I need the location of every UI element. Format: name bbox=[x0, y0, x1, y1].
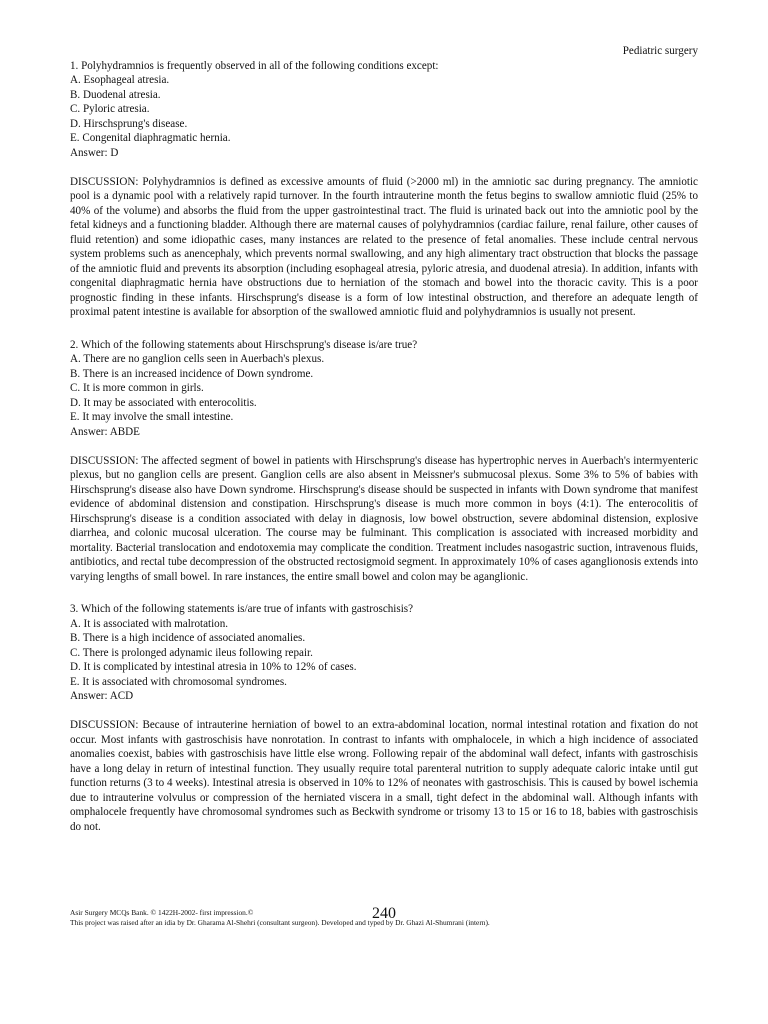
option-c: C. There is prolonged adynamic ileus following repair. bbox=[70, 646, 313, 659]
option-e: E. Congenital diaphragmatic hernia. bbox=[70, 132, 231, 144]
option-c: C. Pyloric atresia. bbox=[70, 103, 150, 115]
option-e: E. It may involve the small intestine. bbox=[70, 411, 234, 423]
page-footer bbox=[70, 908, 710, 928]
option-e: E. It is associated with chromosomal syndromes. bbox=[70, 675, 287, 688]
option-b: B. Duodenal atresia. bbox=[70, 88, 161, 101]
option-d: D. It may be associated with enterocolitis. bbox=[70, 396, 257, 409]
discussion: DISCUSSION: The affected segment of bowel in patients with Hirschsprung's disease has hypertrophic nerves in Auerbach's intermyenteric plexus, but no ganglion cells are present. Ganglion cells are also absent in Meissner's submucosal plexus. Some 3% to 5% of babies with Hirschsprung's disease also have Down syndrome. Hirschsprung's disease should be suspected in infants with Down syndrome that manifest evidence of abdominal distension and constipation. Hirschsprung's disease is much more common in boys (4:1). The enterocolitis of Hirschsprung's disease is a condition associated with delay in diagnosis, low bowel obstruction, severe abdominal distension, explosive diarrhea, and colonic mucosal ulceration. The course may be fulminant. This complication is associated with increased morbidity and mortality. Bacterial translocation and endotoxemia may complicate the condition. Treatment includes nasogastric suction, intravenous fluids, antibiotics, and rectal tube decompression of the obstructed rectosigmoid segment. In approximately 10% of cases aganglionosis extends into varying lengths of small bowel. In rare instances, the entire small bowel and colon may be aganglionic. bbox=[70, 454, 698, 583]
page-header: Pediatric surgery bbox=[622, 45, 698, 57]
option-c: C. It is more common in girls. bbox=[70, 382, 204, 394]
discussion: DISCUSSION: Because of intrauterine herniation of bowel to an extra-abdominal location, normal intestinal rotation and fixation do not occur. Most infants with gastroschisis have nonrotation. In contrast to infants with omphalocele, in which a high incidence of associated anomalies coexist, babies with gastroschisis have little else wrong. Following repair of the abdominal wall defect, infants with gastroschisis have a long delay in return of intestinal function. They usually require total parenteral nutrition to supply adequate caloric intake until gut function returns (3 to 4 weeks). Intestinal atresia is observed in 10% to 12% of neonates with gastroschisis. This is caused by bowel ischemia due to intrauterine volvulus or compression of the herniated viscera in a small, tight defect in the abdominal wall. Although infants with omphalocele frequently have chromosomal syndromes such as Beckwith syndrome or trisomy 13 to 15 or 16 to 18, babies with gastroschisis do not. bbox=[70, 719, 698, 833]
answer: Answer: D bbox=[70, 146, 119, 159]
option-d: D. Hirschsprung's disease. bbox=[70, 117, 188, 130]
document-page bbox=[70, 44, 698, 834]
answer: Answer: ACD bbox=[70, 690, 134, 702]
option-a: A. There are no ganglion cells seen in Auerbach's plexus. bbox=[70, 353, 325, 365]
question-stem: 2. Which of the following statements about Hirschsprung's disease is/are true? bbox=[70, 338, 418, 351]
question-stem: 1. Polyhydramnios is frequently observed in all of the following conditions except: bbox=[70, 59, 439, 72]
footer-copyright: Asir Surgery MCQs Bank. © 1422H-2002- first impression.© bbox=[70, 908, 254, 917]
option-b: B. There is an increased incidence of Down syndrome. bbox=[70, 367, 314, 380]
question-1 bbox=[70, 59, 698, 320]
question-stem: 3. Which of the following statements is/are true of infants with gastroschisis? bbox=[70, 603, 414, 615]
discussion: DISCUSSION: Polyhydramnios is defined as excessive amounts of fluid (>2000 ml) in the amniotic sac during pregnancy. The amniotic pool is a dynamic pool with a relatively rapid turnover. In the fourth intrauterine month the fetus begins to swallow amniotic fluid (25% to 40% of the volume) and absorbs the fluid from the upper gastrointestinal tract. The fluid is urinated back out into the amniotic pool by the fetal kidneys and a functioning bladder. Although there are maternal causes of polyhydramnios (cardiac failure, renal failure, other causes of fluid retention) and some idiopathic cases, many instances are related to the presence of fetal anomalies. These include central nervous system problems such as anencephaly, which prevents normal swallowing, and any high alimentary tract obstruction that blocks the passage of the amniotic fluid and prevents its absorption (including esophageal atresia, pyloric atresia, and duodenal atresia). In addition, infants with congenital diaphragmatic hernia have obstructions due to herniation of the stomach and bowel into the thoracic cavity. This is a poor prognostic finding in these infants. Hirschsprung's disease is a form of low intestinal obstruction, and therefore an adequate length of proximal patent intestine is available for absorption of the swallowed amniotic fluid and polyhydramnios is usually not present. bbox=[70, 175, 698, 318]
option-b: B. There is a high incidence of associated anomalies. bbox=[70, 632, 306, 644]
option-d: D. It is complicated by intestinal atresia in 10% to 12% of cases. bbox=[70, 661, 357, 673]
option-a: A. It is associated with malrotation. bbox=[70, 617, 229, 630]
question-2 bbox=[70, 338, 698, 585]
footer-credits: This project was raised after an idia by Dr. Gharama Al-Shehri (consultant surgeon). Developed and typed by Dr. Ghazi Al-Shumrani (intern). bbox=[70, 918, 490, 927]
answer: Answer: ABDE bbox=[70, 425, 140, 438]
option-a: A. Esophageal atresia. bbox=[70, 74, 170, 86]
page-number: 240 bbox=[372, 905, 396, 922]
question-3 bbox=[70, 602, 698, 834]
